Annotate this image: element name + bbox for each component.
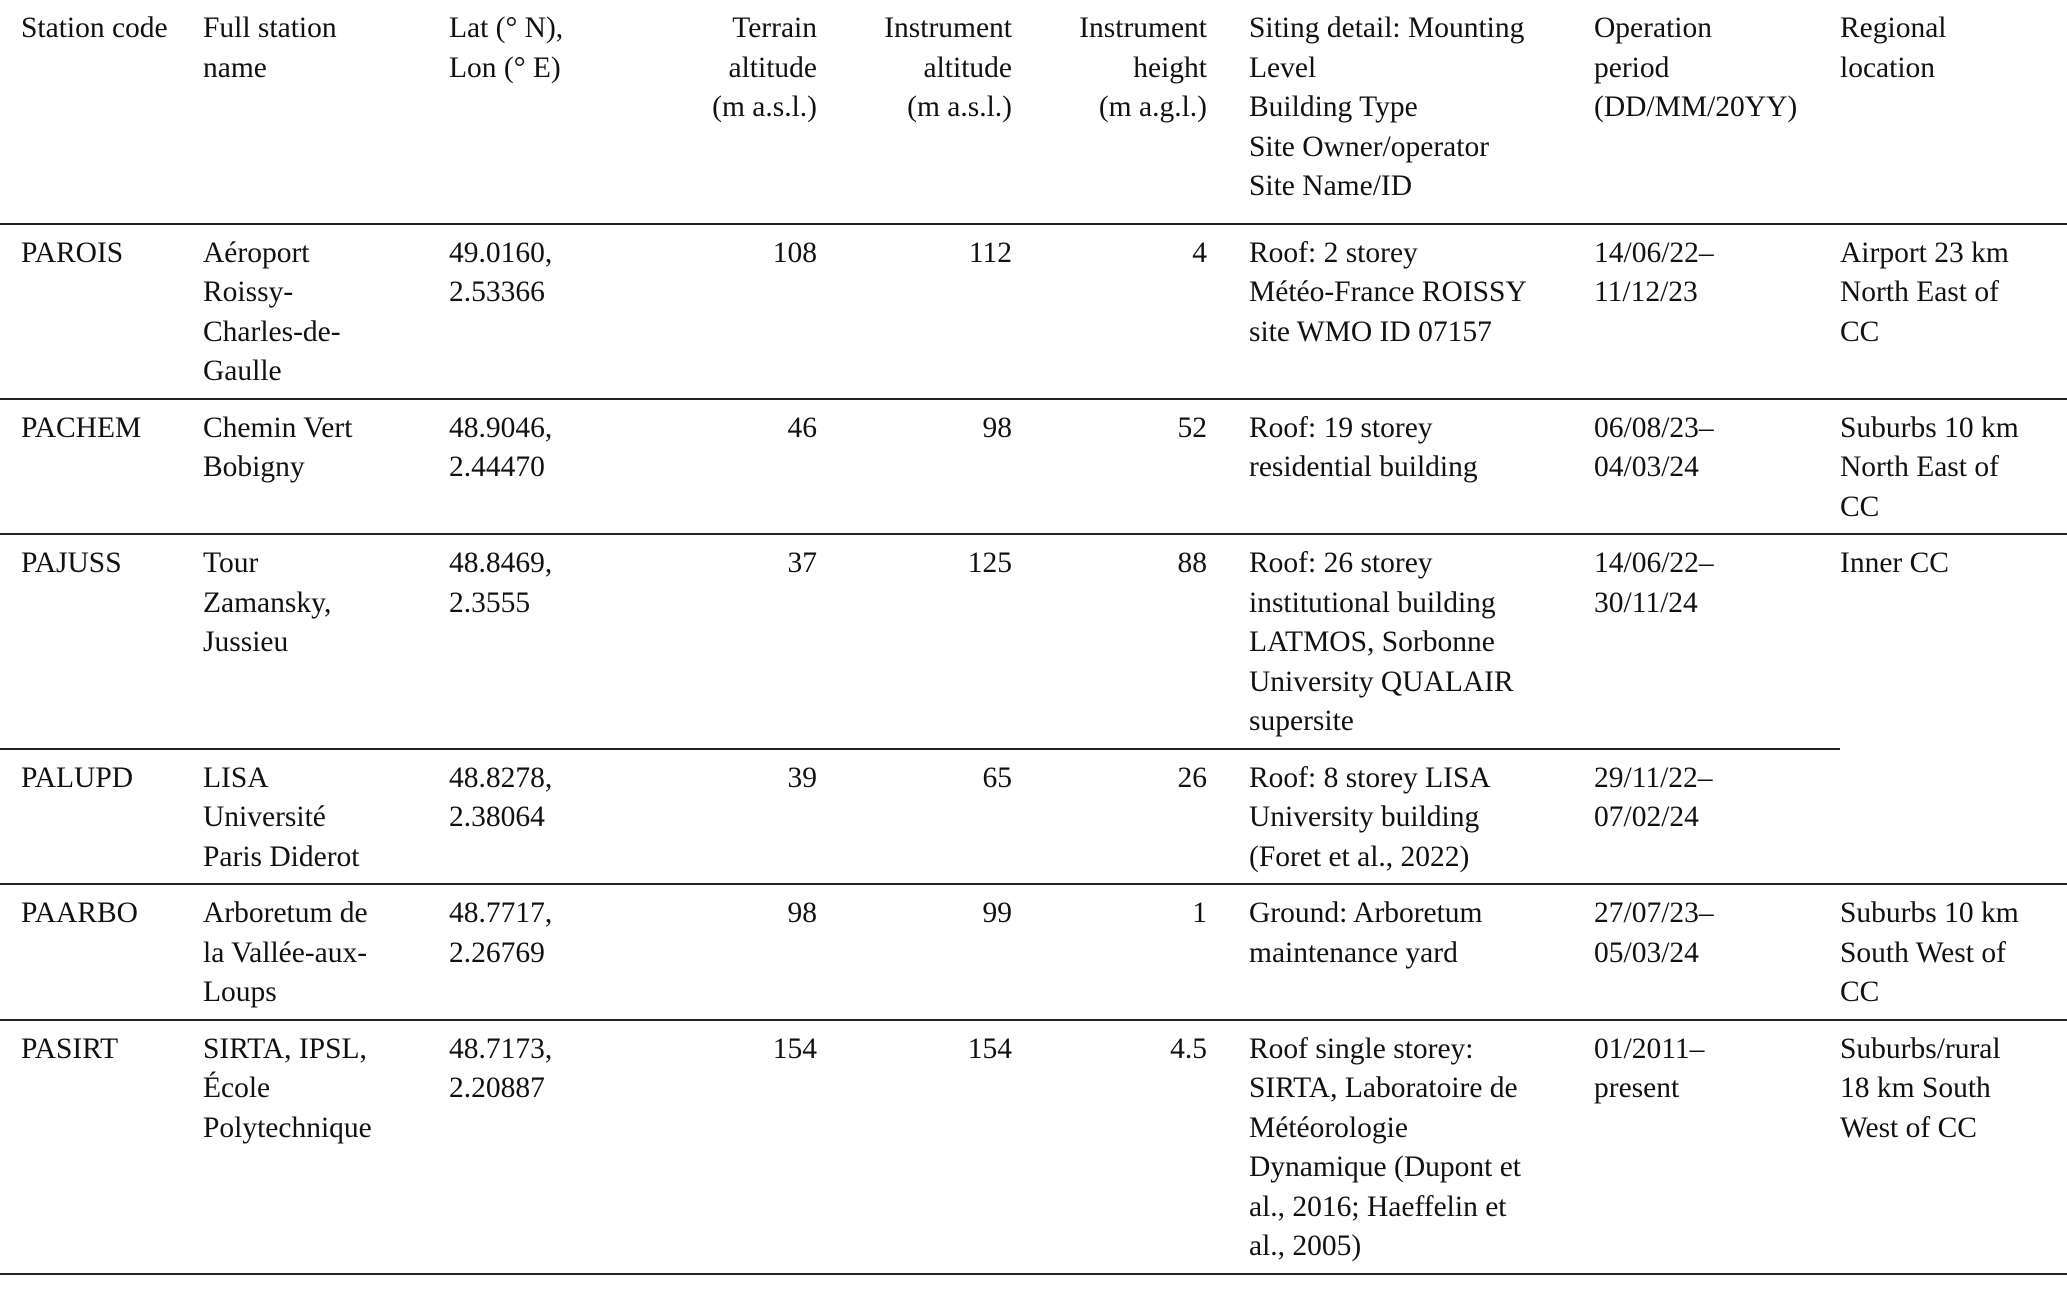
cell-lat-lon: 48.7173, 2.20887 xyxy=(449,1020,674,1274)
cell-operation-period: 06/08/23– 04/03/24 xyxy=(1594,399,1840,535)
cell-operation-period: 14/06/22– 11/12/23 xyxy=(1594,236,1714,308)
header-operation-period: Operation period (DD/MM/20YY) xyxy=(1594,0,1840,224)
cell-siting-detail: Roof: 26 storey institutional building LATMOS, Sorbonne University QUALAIR supersite xyxy=(1249,534,1594,749)
cell-instrument-height: 88 xyxy=(1014,534,1209,749)
cell-terrain-altitude: 108 xyxy=(772,236,817,269)
cell-siting-detail: Ground: Arboretum maintenance yard xyxy=(1249,884,1594,1020)
cell-siting-detail: Roof: 19 storey residential building xyxy=(1249,399,1594,535)
cell-full-station-name: LISA Université Paris Diderot xyxy=(203,749,449,885)
cell-instrument-height: 4.5 xyxy=(1014,1020,1209,1274)
cell-lat-lon: 48.7717, 2.26769 xyxy=(449,884,674,1020)
cell-instrument-altitude: 65 xyxy=(819,749,1014,885)
cell-full-station-name: Tour Zamansky, Jussieu xyxy=(203,534,449,749)
cell-full-station-name: Chemin Vert Bobigny xyxy=(203,399,449,535)
cell-operation-period: 27/07/23– 05/03/24 xyxy=(1594,884,1840,1020)
cell-operation-period: 29/11/22– 07/02/24 xyxy=(1594,749,1840,885)
cell-regional-location: Airport 23 km North East of CC xyxy=(1840,236,2009,348)
cell-lat-lon: 48.8278, 2.38064 xyxy=(449,749,674,885)
cell-terrain-altitude: 98 xyxy=(674,884,819,1020)
cell-terrain-altitude: 39 xyxy=(674,749,819,885)
cell-full-station-name: Arboretum de la Vallée-aux- Loups xyxy=(203,884,449,1020)
table-row xyxy=(0,399,2067,535)
cell-operation-period: 14/06/22– 30/11/24 xyxy=(1594,534,1840,749)
cell-instrument-altitude: 99 xyxy=(819,884,1014,1020)
cell-gap xyxy=(1209,1020,1249,1274)
cell-gap xyxy=(1209,749,1249,885)
cell-instrument-altitude: 112 xyxy=(968,236,1012,269)
header-siting-detail: Siting detail: Mounting Level Building Type Site Owner/operator Site Name/ID xyxy=(1249,0,1594,224)
cell-station-code: PALUPD xyxy=(0,749,203,885)
cell-terrain-altitude: 154 xyxy=(674,1020,819,1274)
table-row xyxy=(0,884,2067,1020)
table-row xyxy=(0,224,2067,399)
cell-gap xyxy=(1209,534,1249,749)
cell-station-code: PACHEM xyxy=(0,399,203,535)
header-instrument-height: Instrument height (m a.g.l.) xyxy=(1014,0,1209,224)
cell-regional-location: Inner CC xyxy=(1840,534,2067,884)
header-instrument-altitude: Instrument altitude (m a.s.l.) xyxy=(819,0,1014,224)
cell-terrain-altitude: 46 xyxy=(674,399,819,535)
cell-instrument-altitude: 154 xyxy=(819,1020,1014,1274)
cell-station-code: PAROIS xyxy=(21,236,124,269)
header-station-code: Station code xyxy=(0,0,203,224)
table-row xyxy=(0,749,2067,885)
cell-station-code: PAARBO xyxy=(0,884,203,1020)
header-lat-lon: Lat (° N), Lon (° E) xyxy=(449,0,674,224)
table-row xyxy=(0,1020,2067,1274)
cell-station-code: PAJUSS xyxy=(0,534,203,749)
cell-full-station-name: Aéroport Roissy- Charles-de- Gaulle xyxy=(203,236,341,387)
header-gap xyxy=(1209,0,1249,224)
cell-siting-detail: Roof: 2 storey Météo-France ROISSY site WMO ID 07157 xyxy=(1249,236,1527,348)
header-terrain-altitude: Terrain altitude (m a.s.l.) xyxy=(674,0,819,224)
cell-operation-period: 01/2011– present xyxy=(1594,1020,1840,1274)
cell-regional-location: Suburbs/rural 18 km South West of CC xyxy=(1840,1020,2067,1274)
cell-gap xyxy=(1209,224,1249,399)
cell-instrument-height: 1 xyxy=(1014,884,1209,1020)
cell-instrument-altitude: 125 xyxy=(819,534,1014,749)
table-row xyxy=(0,534,2067,749)
cell-siting-detail: Roof: 8 storey LISA University building (Foret et al., 2022) xyxy=(1249,749,1594,885)
cell-terrain-altitude: 37 xyxy=(674,534,819,749)
cell-instrument-altitude: 98 xyxy=(819,399,1014,535)
cell-gap xyxy=(1209,884,1249,1020)
header-regional-location: Regional location xyxy=(1840,0,2067,224)
cell-lat-lon: 48.8469, 2.3555 xyxy=(449,534,674,749)
cell-siting-detail: Roof single storey: SIRTA, Laboratoire de Météorologie Dynamique (Dupont et al., 2016; Haeffelin et al., 2005) xyxy=(1249,1020,1594,1274)
cell-lat-lon: 49.0160, 2.53366 xyxy=(449,236,553,308)
header-full-station-name: Full station name xyxy=(203,0,449,224)
table-header-row xyxy=(0,0,2067,224)
cell-gap xyxy=(1209,399,1249,535)
cell-station-code: PASIRT xyxy=(0,1020,203,1274)
cell-instrument-height: 52 xyxy=(1014,399,1209,535)
cell-instrument-height: 4 xyxy=(1192,236,1207,269)
cell-regional-location: Suburbs 10 km South West of CC xyxy=(1840,884,2067,1020)
cell-regional-location: Suburbs 10 km North East of CC xyxy=(1840,399,2067,535)
cell-full-station-name: SIRTA, IPSL, École Polytechnique xyxy=(203,1020,449,1274)
cell-instrument-height: 26 xyxy=(1014,749,1209,885)
cell-lat-lon: 48.9046, 2.44470 xyxy=(449,399,674,535)
